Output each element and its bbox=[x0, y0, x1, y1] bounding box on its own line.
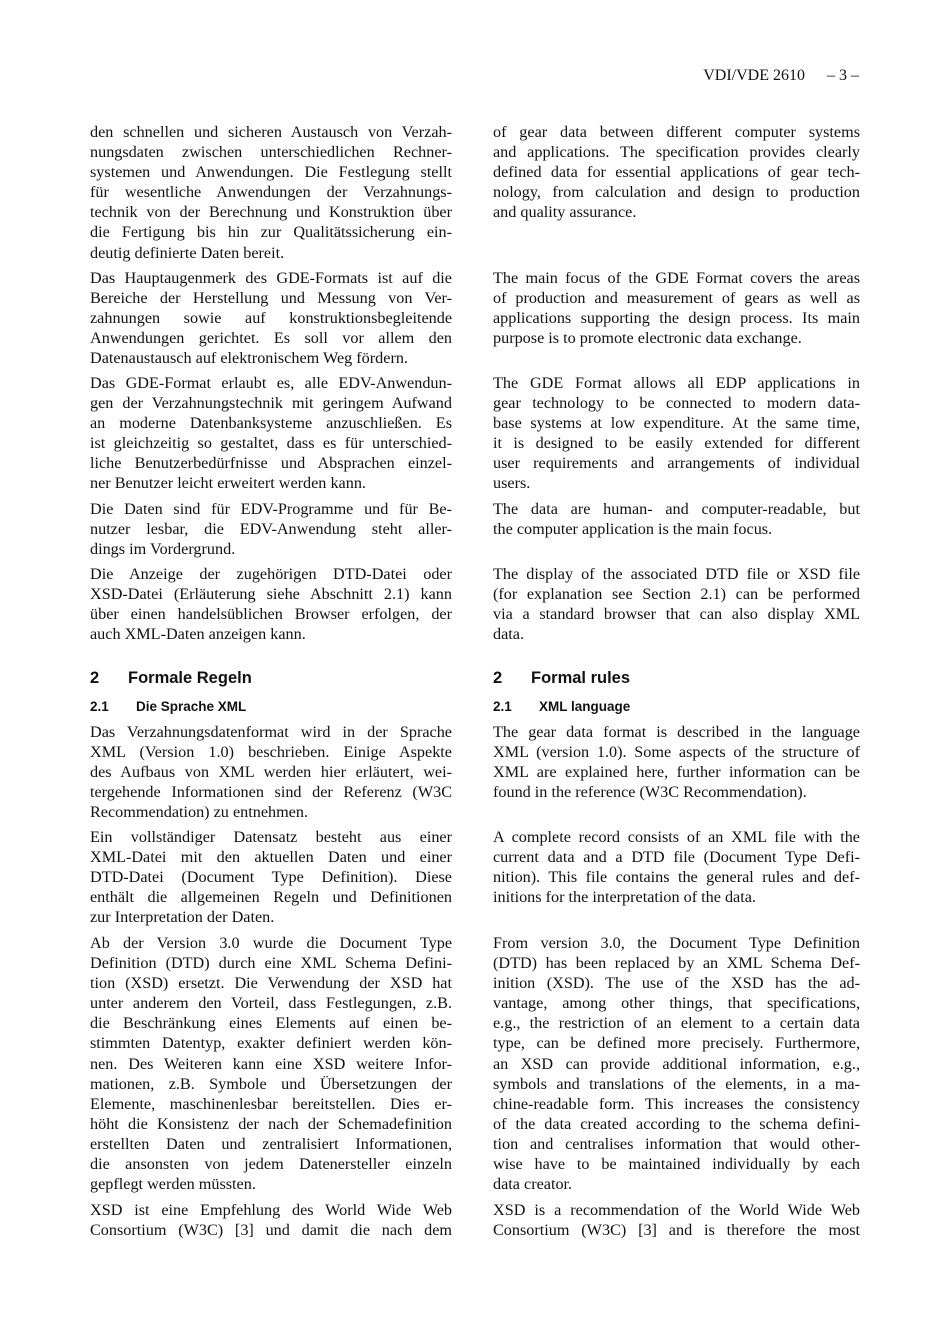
text-line: user requirements and arrangements of individual bbox=[493, 454, 860, 473]
text-line: über einen handelsüblichen Browser erfolgen, der bbox=[90, 605, 452, 624]
text-line: data creator. bbox=[493, 1175, 573, 1194]
text-line: Consortium (W3C) [3] and is therefore the most bbox=[493, 1221, 860, 1240]
text-line: vantage, among other things, that specifications, bbox=[493, 994, 860, 1013]
paragraph bbox=[493, 268, 860, 348]
text-line: XSD is a recommendation of the World Wide Web bbox=[493, 1201, 860, 1219]
text-line: XML (version 1.0). Some aspects of the structure of bbox=[493, 743, 860, 762]
text-line: XSD ist eine Empfehlung des World Wide Web bbox=[90, 1201, 452, 1219]
paragraph bbox=[493, 373, 860, 494]
text-line: Bereiche der Herstellung und Messung von Ver- bbox=[90, 289, 452, 308]
text-line: ner Benutzer leicht erweitert werden kann. bbox=[90, 474, 366, 493]
text-line: nition). This file contains the general rules and def- bbox=[493, 868, 860, 887]
text-line: Ein vollständiger Datensatz besteht aus einer bbox=[90, 828, 452, 846]
subsection-number: 2.1 bbox=[90, 699, 109, 714]
text-line: unter anderem den Vorteil, dass Festlegungen, z.B. bbox=[90, 994, 452, 1013]
text-line: Definition (DTD) durch eine XML Schema Defini- bbox=[90, 954, 452, 973]
paragraph bbox=[493, 827, 860, 907]
text-line: Die Daten sind für EDV-Programme und für Be- bbox=[90, 500, 452, 518]
text-line: and quality assurance. bbox=[493, 203, 637, 222]
paragraph bbox=[90, 827, 452, 927]
paragraph bbox=[493, 722, 860, 802]
text-line: Datenaustausch auf elektronischem Weg fördern. bbox=[90, 349, 408, 368]
text-line: an XSD can provide additional information, e.g., bbox=[493, 1054, 860, 1073]
text-line: of the data created according to the schema defini- bbox=[493, 1114, 860, 1133]
subsection-number: 2.1 bbox=[493, 699, 512, 714]
section-number: 2 bbox=[493, 669, 503, 687]
text-line: den schnellen und sicheren Austausch von Verzah- bbox=[90, 123, 452, 141]
text-line: chine-readable form. This increases the consistency bbox=[493, 1094, 860, 1113]
text-line: The GDE Format allows all EDP applications in bbox=[493, 374, 860, 392]
text-line: gen der Verzahnungstechnik mit geringem Aufwand bbox=[90, 394, 452, 413]
section-heading-de bbox=[90, 669, 252, 688]
text-line: and applications. The specification provides clearly bbox=[493, 143, 860, 162]
text-line: zur Interpretation der Daten. bbox=[90, 908, 275, 927]
text-line: Die Anzeige der zugehörigen DTD-Datei oder bbox=[90, 565, 452, 583]
text-line: current data and a DTD file (Document Type Defi- bbox=[493, 848, 860, 867]
text-line: defined data for essential applications of gear tech- bbox=[493, 163, 860, 182]
text-line: via a standard browser that can also display XML bbox=[493, 605, 860, 624]
text-line: gear technology to be connected to modern data- bbox=[493, 394, 860, 413]
text-line: of gear data between different computer systems bbox=[493, 123, 860, 141]
text-line: technik von der Berechnung und Konstruktion über bbox=[90, 203, 452, 222]
paragraph bbox=[90, 1200, 452, 1240]
text-line: The main focus of the GDE Format covers the areas bbox=[493, 269, 860, 287]
paragraph bbox=[90, 268, 452, 368]
text-line: XML are explained here, further information can be bbox=[493, 763, 860, 782]
text-line: wise have to be maintained individually by each bbox=[493, 1155, 860, 1174]
text-line: die ansonsten von jedem Datenersteller einzeln bbox=[90, 1155, 452, 1174]
paragraph bbox=[90, 933, 452, 1194]
paragraph bbox=[90, 122, 452, 263]
text-line: A complete record consists of an XML file with the bbox=[493, 828, 860, 846]
paragraph bbox=[90, 373, 452, 494]
text-line: XSD-Datei (Erläuterung siehe Abschnitt 2.1) kann bbox=[90, 585, 452, 604]
text-line: Consortium (W3C) [3] und damit die nach dem bbox=[90, 1221, 452, 1240]
text-line: tion and centralises information that would other- bbox=[493, 1134, 860, 1153]
text-line: tergehende Informationen sind der Referenz (W3C bbox=[90, 783, 452, 802]
paragraph bbox=[493, 1200, 860, 1240]
text-line: it is designed to be easily extended for different bbox=[493, 434, 860, 453]
section-number: 2 bbox=[90, 669, 100, 687]
section-title: Formal rules bbox=[531, 669, 631, 687]
text-line: XML (Version 1.0) beschrieben. Einige Aspekte bbox=[90, 743, 452, 762]
text-line: The gear data format is described in the language bbox=[493, 723, 860, 741]
text-line: nen. Des Weiteren kann eine XSD weitere Infor- bbox=[90, 1054, 452, 1073]
text-line: mationen, z.B. Symbole und Übersetzungen der bbox=[90, 1074, 452, 1093]
text-line: Das GDE-Format erlaubt es, alle EDV-Anwendun- bbox=[90, 374, 452, 392]
text-line: found in the reference (W3C Recommendation). bbox=[493, 783, 807, 802]
page-number: – 3 – bbox=[827, 67, 859, 84]
text-line: Recommendation) zu entnehmen. bbox=[90, 803, 309, 822]
text-line: users. bbox=[493, 474, 531, 493]
document-id: VDI/VDE 2610 bbox=[703, 67, 805, 84]
paragraph bbox=[90, 564, 452, 644]
paragraph bbox=[493, 564, 860, 644]
text-line: die Beschränkung eines Elements auf einen be- bbox=[90, 1014, 452, 1033]
text-line: base systems at low expenditure. At the same time, bbox=[493, 414, 860, 433]
text-line: tion (XSD) ersetzt. Die Verwendung der XSD hat bbox=[90, 974, 452, 993]
text-line: e.g., the restriction of an element to a certain data bbox=[493, 1014, 860, 1033]
text-line: (DTD) has been replaced by an XML Schema Def- bbox=[493, 954, 860, 973]
section-heading-en bbox=[493, 669, 630, 688]
text-line: dings im Vordergrund. bbox=[90, 540, 236, 559]
text-line: From version 3.0, the Document Type Definition bbox=[493, 934, 860, 952]
text-line: liche Benutzerbedürfnisse und Absprachen einzel- bbox=[90, 454, 452, 473]
subsection-title: XML language bbox=[539, 699, 631, 714]
text-line: symbols and translations of the elements, in a ma- bbox=[493, 1074, 860, 1093]
text-line: stimmten Datentyp, exakter definiert werden kön- bbox=[90, 1034, 452, 1053]
text-line: the computer application is the main focus. bbox=[493, 520, 773, 539]
text-line: initions for the interpretation of the data. bbox=[493, 888, 756, 907]
text-line: des Aufbaus von XML werden hier erläutert, wei- bbox=[90, 763, 452, 782]
text-line: ist gleichzeitig so gestaltet, dass es für unterschied- bbox=[90, 434, 452, 453]
text-line: XML-Datei mit den aktuellen Daten und einer bbox=[90, 848, 452, 867]
text-line: nology, from calculation and design to production bbox=[493, 183, 860, 202]
text-line: purpose is to promote electronic data exchange. bbox=[493, 329, 802, 348]
text-line: Ab der Version 3.0 wurde die Document Type bbox=[90, 934, 452, 952]
text-line: deutig definierte Daten bereit. bbox=[90, 243, 285, 262]
text-line: applications supporting the design process. Its main bbox=[493, 309, 860, 328]
text-line: systemen und Anwendungen. Die Festlegung stellt bbox=[90, 163, 452, 182]
text-line: für wesentliche Anwendungen der Verzahnungs- bbox=[90, 183, 452, 202]
text-line: Das Verzahnungsdatenformat wird in der Sprache bbox=[90, 723, 452, 741]
paragraph bbox=[493, 499, 860, 539]
text-line: DTD-Datei (Document Type Definition). Diese bbox=[90, 868, 452, 887]
text-line: höht die Konsistenz der nach der Schemadefinition bbox=[90, 1114, 452, 1133]
running-header bbox=[681, 67, 859, 85]
subsection-heading-de bbox=[90, 699, 246, 714]
text-line: erstellten Daten und zentralisiert Informationen, bbox=[90, 1134, 452, 1153]
text-line: Elemente, maschinenlesbar bereitstellen. Dies er- bbox=[90, 1094, 452, 1113]
text-line: The data are human- and computer-readable, but bbox=[493, 500, 860, 518]
text-line: auch XML-Daten anzeigen kann. bbox=[90, 625, 306, 644]
text-line: data. bbox=[493, 625, 525, 644]
subsection-title: Die Sprache XML bbox=[136, 699, 247, 714]
text-line: enthält die allgemeinen Regeln und Definitionen bbox=[90, 888, 452, 907]
text-line: nungsdaten zwischen unterschiedlichen Rechner- bbox=[90, 143, 452, 162]
paragraph bbox=[493, 122, 860, 222]
text-line: die Fertigung bis hin zur Qualitätssicherung ein- bbox=[90, 223, 452, 242]
text-line: zahnungen sowie auf konstruktionsbegleitende bbox=[90, 309, 452, 328]
paragraph bbox=[493, 933, 860, 1194]
paragraph bbox=[90, 722, 452, 822]
text-line: an moderne Datenbanksysteme anzuschließen. Es bbox=[90, 414, 452, 433]
section-title: Formale Regeln bbox=[128, 669, 252, 687]
text-line: of production and measurement of gears as well as bbox=[493, 289, 860, 308]
text-line: inition (XSD). The use of the XSD has the ad- bbox=[493, 974, 860, 993]
text-line: (for explanation see Section 2.1) can be performed bbox=[493, 585, 860, 604]
paragraph bbox=[90, 499, 452, 559]
text-line: type, can be defined more precisely. Furthermore, bbox=[493, 1034, 860, 1053]
subsection-heading-en bbox=[493, 699, 630, 714]
text-line: nutzer lesbar, die EDV-Anwendung steht aller- bbox=[90, 520, 452, 539]
text-line: gepflegt werden müssten. bbox=[90, 1175, 256, 1194]
text-line: Das Hauptaugenmerk des GDE-Formats ist auf die bbox=[90, 269, 452, 287]
text-line: The display of the associated DTD file or XSD file bbox=[493, 565, 860, 583]
text-line: Anwendungen gerichtet. Es soll vor allem den bbox=[90, 329, 452, 348]
